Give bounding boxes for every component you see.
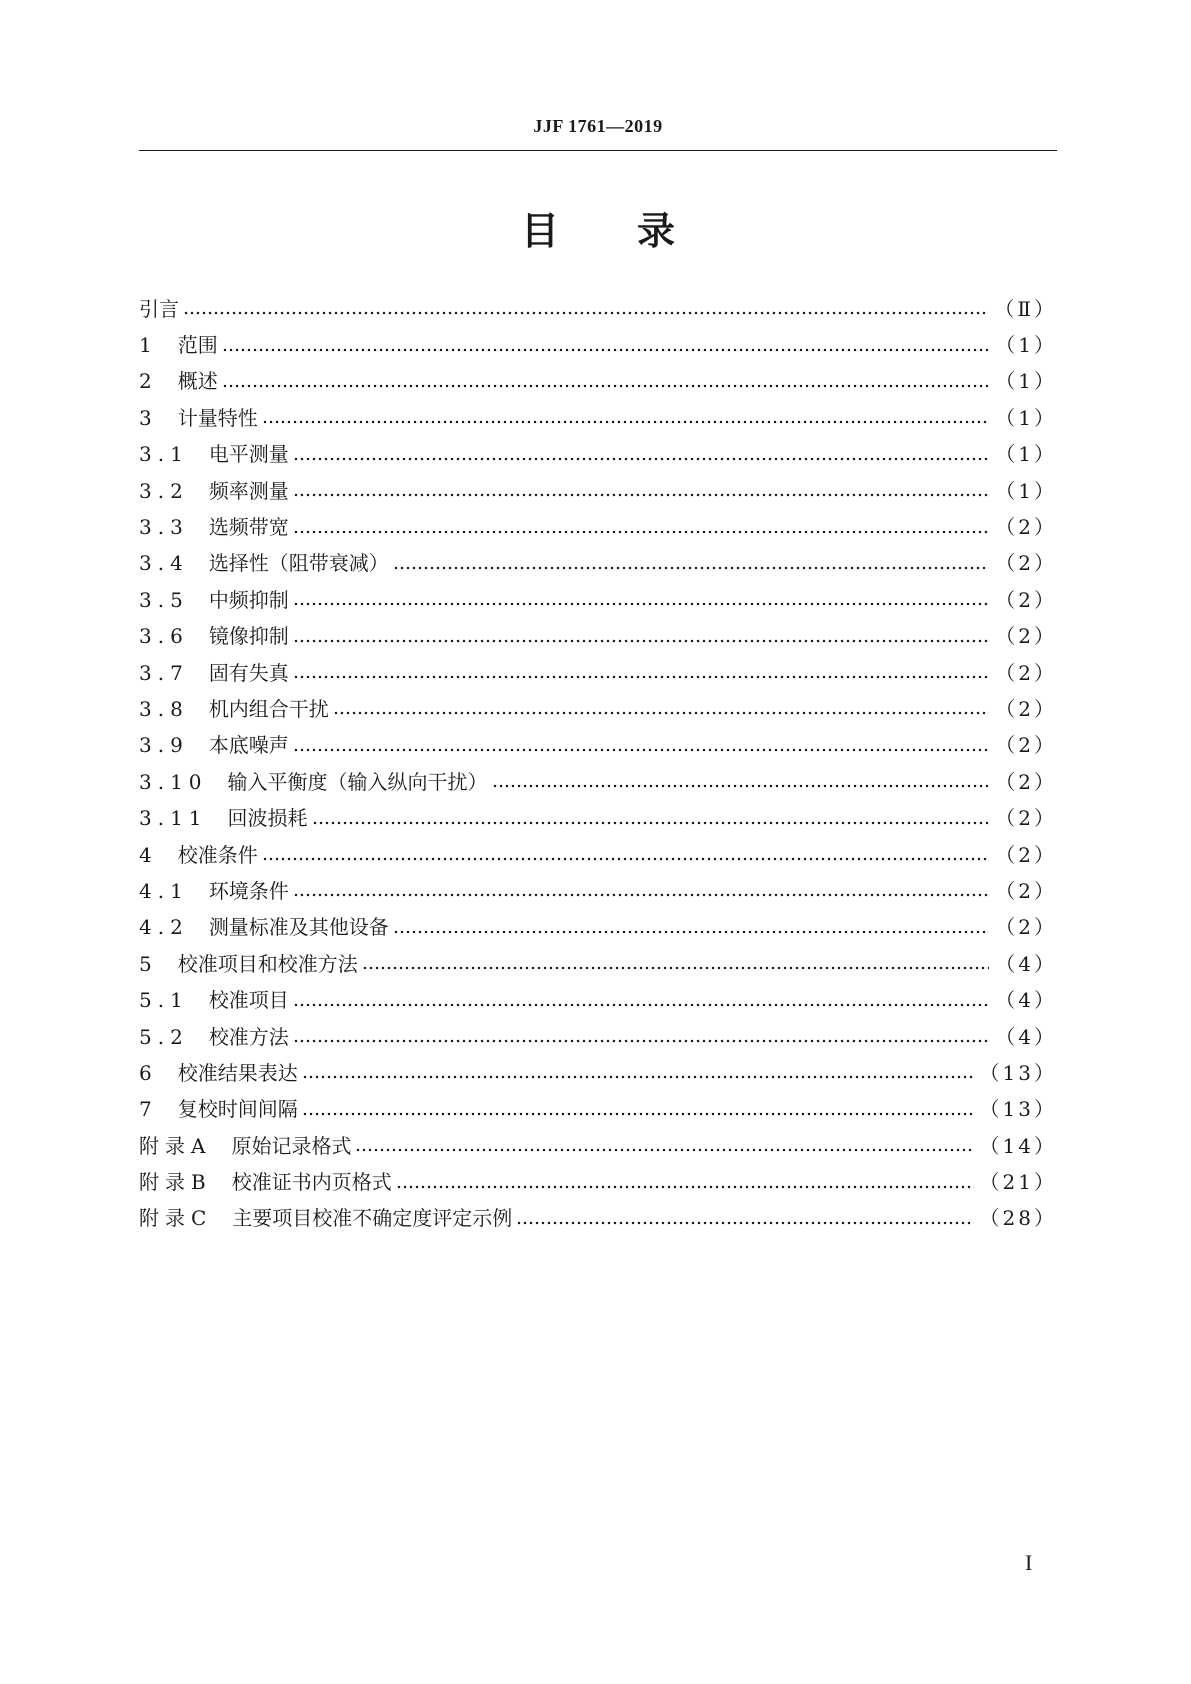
toc-entry[interactable]	[139, 726, 1057, 762]
toc-entry-label: 输入平衡度（输入纵向干扰）	[227, 769, 488, 794]
toc-entry-label: 主要项目校准不确定度评定示例	[232, 1206, 513, 1231]
toc-entry[interactable]	[139, 325, 1057, 361]
toc-entry-label: 引言	[139, 296, 179, 321]
toc-entry-number: 3.10	[139, 769, 208, 794]
toc-entry-number: 3.9	[139, 733, 189, 758]
toc-dot-leader	[333, 703, 989, 723]
toc-entry-heading	[139, 911, 389, 940]
toc-entry-page: （4）	[995, 951, 1057, 976]
toc-entry-number: 3	[139, 405, 158, 430]
toc-entry-label: 本底噪声	[208, 733, 289, 758]
toc-entry[interactable]	[139, 980, 1057, 1016]
toc-dot-leader	[492, 776, 990, 796]
toc-dot-leader	[362, 958, 990, 978]
toc-entry[interactable]	[139, 507, 1057, 543]
toc-entry-label: 原始记录格式	[231, 1133, 352, 1158]
toc-entry-label: 计量特性	[177, 405, 258, 430]
toc-entry-number: 3.8	[139, 696, 189, 721]
toc-entry[interactable]	[139, 544, 1057, 580]
toc-entry-number: 4.2	[139, 915, 189, 940]
toc-entry-heading	[139, 948, 358, 977]
toc-entry-heading	[139, 438, 289, 467]
toc-entry-heading	[139, 1021, 289, 1050]
toc-entry-page: （1）	[995, 405, 1057, 430]
toc-entry-heading	[139, 511, 289, 540]
toc-entry-heading	[139, 729, 289, 758]
toc-dot-leader	[393, 558, 989, 578]
toc-dot-leader	[293, 1031, 989, 1051]
toc-entry-label: 校准项目和校准方法	[177, 951, 358, 976]
toc-entry-number: 3.4	[139, 551, 189, 576]
toc-entry-page: （28）	[979, 1206, 1057, 1231]
toc-entry-page: （2）	[995, 515, 1057, 540]
toc-entry-label: 校准结果表达	[177, 1060, 298, 1085]
toc-dot-leader	[393, 922, 989, 942]
toc-entry-heading	[139, 1202, 512, 1231]
toc-entry-number: 3.1	[139, 442, 189, 467]
toc-entry[interactable]	[139, 944, 1057, 980]
document-code-header: JJF 1761—2019	[533, 116, 663, 136]
toc-entry-heading	[139, 657, 289, 686]
toc-entry-page: （2）	[995, 878, 1057, 903]
toc-dot-leader	[262, 412, 990, 432]
toc-entry-label: 回波损耗	[227, 806, 308, 831]
toc-entry-label: 校准条件	[177, 842, 258, 867]
toc-entry[interactable]	[139, 580, 1057, 616]
toc-entry[interactable]	[139, 362, 1057, 398]
toc-entry-page: （2）	[995, 696, 1057, 721]
toc-entry-heading	[139, 1057, 298, 1086]
toc-entry-number: 5	[139, 951, 158, 976]
toc-entry-number: 4	[139, 842, 158, 867]
toc-entry-label: 校准方法	[208, 1024, 289, 1049]
toc-entry-page: （13）	[979, 1097, 1057, 1122]
toc-entry[interactable]	[139, 289, 1057, 325]
toc-entry-heading	[139, 620, 289, 649]
toc-entry[interactable]	[139, 1090, 1057, 1126]
toc-entry-heading	[139, 584, 289, 613]
toc-entry-label: 选频带宽	[208, 515, 289, 540]
toc-dot-leader	[293, 740, 989, 760]
toc-entry-number: 附录C	[139, 1206, 213, 1231]
toc-entry-label: 校准证书内页格式	[231, 1170, 392, 1195]
toc-entry-heading	[139, 693, 329, 722]
toc-entry[interactable]	[139, 1126, 1057, 1162]
toc-entry-heading	[139, 365, 218, 394]
toc-entry[interactable]	[139, 1199, 1057, 1235]
toc-entry-number: 3.3	[139, 515, 189, 540]
toc-entry-page: （21）	[979, 1170, 1057, 1195]
toc-entry[interactable]	[139, 471, 1057, 507]
toc-entry-number: 5.2	[139, 1024, 189, 1049]
toc-entry-number: 3.2	[139, 478, 189, 503]
toc-entry-label: 选择性（阻带衰减）	[208, 551, 389, 576]
toc-entry[interactable]	[139, 762, 1057, 798]
toc-entry-label: 概述	[177, 369, 218, 394]
toc-entry-number: 3.7	[139, 660, 189, 685]
toc-dot-leader	[293, 995, 989, 1015]
toc-entry-heading	[139, 329, 218, 358]
toc-entry-page: （4）	[995, 988, 1057, 1013]
toc-entry-number: 3.11	[139, 806, 208, 831]
toc-entry-label: 固有失真	[208, 660, 289, 685]
toc-entry-label: 中频抑制	[208, 587, 289, 612]
toc-entry-page: （2）	[995, 915, 1057, 940]
toc-entry[interactable]	[139, 1017, 1057, 1053]
toc-dot-leader	[302, 1067, 974, 1087]
toc-dot-leader	[183, 303, 988, 323]
toc-entry-page: （14）	[979, 1133, 1057, 1158]
toc-entry-page: （2）	[995, 660, 1057, 685]
toc-entry-page: （2）	[995, 769, 1057, 794]
toc-entry[interactable]	[139, 835, 1057, 871]
toc-dot-leader	[355, 1140, 973, 1160]
toc-entry-label: 电平测量	[208, 442, 289, 467]
page-title: 目录	[520, 209, 753, 253]
toc-entry-heading	[139, 475, 289, 504]
toc-dot-leader	[312, 813, 990, 833]
toc-entry-page: （1）	[995, 442, 1057, 467]
toc-entry-number: 附录B	[139, 1170, 212, 1195]
toc-entry-heading	[139, 1093, 298, 1122]
toc-entry-page: （1）	[995, 333, 1057, 358]
toc-entry-page: （1）	[995, 369, 1057, 394]
toc-dot-leader	[293, 631, 989, 651]
toc-entry[interactable]	[139, 398, 1057, 434]
toc-dot-leader	[396, 1177, 974, 1197]
toc-entry-number: 4.1	[139, 878, 189, 903]
toc-entry-page: （2）	[995, 733, 1057, 758]
toc-dot-leader	[516, 1213, 973, 1233]
toc-entry-heading	[139, 402, 258, 431]
toc-entry-label: 范围	[177, 333, 218, 358]
toc-entry-label: 校准项目	[208, 988, 289, 1013]
toc-entry-heading	[139, 875, 289, 904]
toc-entry-page: （2）	[995, 842, 1057, 867]
toc-entry[interactable]	[139, 1053, 1057, 1089]
toc-dot-leader	[293, 885, 989, 905]
toc-entry-number: 5.1	[139, 988, 189, 1013]
toc-dot-leader	[262, 849, 990, 869]
toc-entry-page: （2）	[995, 551, 1057, 576]
toc-entry[interactable]	[139, 689, 1057, 725]
header-rule	[139, 150, 1057, 151]
page-number: I	[1025, 1550, 1033, 1575]
toc-entry-number: 3.5	[139, 587, 189, 612]
toc-entry[interactable]	[139, 435, 1057, 471]
toc-entry-page: （1）	[995, 478, 1057, 503]
toc-entry-number: 附录A	[139, 1133, 212, 1158]
toc-entry-label: 环境条件	[208, 878, 289, 903]
toc-entry-label: 机内组合干扰	[208, 696, 329, 721]
toc-entry[interactable]	[139, 617, 1057, 653]
toc-dot-leader	[293, 667, 989, 687]
toc-entry-label: 镜像抑制	[208, 624, 289, 649]
toc-dot-leader	[222, 376, 990, 396]
toc-dot-leader	[222, 340, 990, 360]
toc-entry-page: （2）	[995, 624, 1057, 649]
toc-entry-page: （13）	[979, 1060, 1057, 1085]
toc-entry-number: 6	[139, 1060, 158, 1085]
toc-entry[interactable]	[139, 871, 1057, 907]
toc-entry-heading	[139, 984, 289, 1013]
toc-entry[interactable]	[139, 1162, 1057, 1198]
toc-entry-heading	[139, 293, 179, 322]
toc-entry[interactable]	[139, 798, 1057, 834]
toc-dot-leader	[302, 1104, 974, 1124]
toc-entry-label: 复校时间间隔	[177, 1097, 298, 1122]
table-of-contents	[139, 289, 1057, 1235]
toc-entry-page: （2）	[995, 587, 1057, 612]
toc-dot-leader	[293, 449, 989, 469]
toc-entry-heading	[139, 802, 308, 831]
toc-entry[interactable]	[139, 653, 1057, 689]
toc-entry-number: 1	[139, 333, 158, 358]
toc-entry-label: 频率测量	[208, 478, 289, 503]
toc-entry-page: （Ⅱ）	[994, 296, 1057, 321]
toc-dot-leader	[293, 522, 989, 542]
toc-entry-heading	[139, 766, 488, 795]
toc-entry-heading	[139, 1130, 351, 1159]
toc-entry-label: 测量标准及其他设备	[208, 915, 389, 940]
toc-entry-heading	[139, 1166, 392, 1195]
toc-dot-leader	[293, 594, 989, 614]
toc-entry[interactable]	[139, 908, 1057, 944]
toc-entry-page: （2）	[995, 806, 1057, 831]
toc-entry-page: （4）	[995, 1024, 1057, 1049]
toc-dot-leader	[293, 485, 989, 505]
toc-entry-heading	[139, 547, 389, 576]
toc-entry-heading	[139, 839, 258, 868]
toc-entry-number: 2	[139, 369, 158, 394]
toc-entry-number: 7	[139, 1097, 158, 1122]
toc-entry-number: 3.6	[139, 624, 189, 649]
